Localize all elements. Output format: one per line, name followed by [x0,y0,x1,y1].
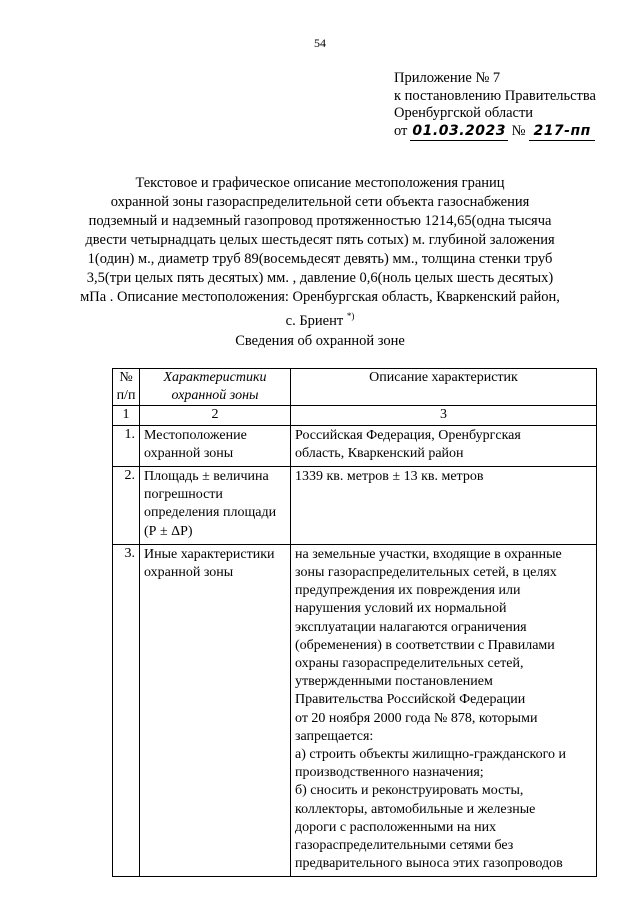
title-line: двести четырнадцать целых шестьдесят пять сотых) м. глубиной заложения [85,232,555,248]
column-number-row [113,406,597,425]
document-title [80,174,560,331]
header-characteristics: Характеристики охранной зоны [140,369,291,406]
column-number: 3 [291,406,597,425]
title-line: Текстовое и графическое описание местоположения границ [135,175,505,191]
title-line: 3,5(три целых пять десятых) мм. , давление 0,6(ноль целых шесть десятых) [86,270,554,286]
appendix-resolution-line: к постановлению Правительства [394,87,596,104]
title-line: подземный и надземный газопровод протяженностью 1214,65(одна тысяча [88,213,552,229]
number-sign: № [511,122,526,139]
row-characteristic: Площадь ± величина погрешности определения площади (Р ± ΔР) [140,467,291,545]
title-line: мПа . Описание местоположения: Оренбургская область, Кваркенский район, [80,289,560,305]
title-line: охранной зоны газораспределительной сети объекта газоснабжения [110,194,530,210]
table-row [113,544,597,877]
date-prefix: от [394,122,408,139]
table-header-row [113,369,597,406]
page-number: 54 [314,36,326,50]
protection-zone-table [112,368,597,877]
handwritten-date: 01.03.2023 [410,123,508,142]
handwritten-number: 217-пп [529,123,594,142]
section-heading: Сведения об охранной зоне [235,333,405,349]
title-line: 1(один) м., диаметр труб 89(восемьдесят девять) мм., толщина стенки труб [87,251,553,267]
row-description: на земельные участки, входящие в охранные зоны газораспределительных сетей, в целях предупреждения их повреждения или нарушения условий их нормальной эксплуатации налагаются ограничения (обременения) в соответствии с Правилами охраны газораспределительных сетей, утвержденными постановлением Правительства Российской Федерации от 20 ноября 2000 года № 878, которыми запрещается: а) строить объекты жилищно-гражданского и производственного назначения; б) сносить и реконструировать мосты, коллекторы, автомобильные и железные дороги с расположенными на них газораспределительными сетями без предварительного выноса этих газопроводов [291,544,597,877]
title-line: с. Бриент [285,312,344,329]
footnote-mark: *) [346,311,355,321]
title-line-last [80,307,560,331]
column-number: 1 [113,406,140,425]
column-number: 2 [140,406,291,425]
row-number: 2. [113,467,140,545]
header-description: Описание характеристик [291,369,597,406]
row-characteristic: Местоположение охранной зоны [140,425,291,466]
row-number: 1. [113,425,140,466]
appendix-block [394,70,596,141]
appendix-date-line [394,123,596,142]
row-number: 3. [113,544,140,877]
row-characteristic: Иные характеристики охранной зоны [140,544,291,877]
table-row [113,425,597,466]
row-description: 1339 кв. метров ± 13 кв. метров [291,467,597,545]
appendix-region-line: Оренбургской области [394,105,534,121]
appendix-title: Приложение № 7 [394,70,501,86]
header-number: № п/п [113,369,140,406]
row-description: Российская Федерация, Оренбургская область, Кваркенский район [291,425,597,466]
table-row [113,467,597,545]
